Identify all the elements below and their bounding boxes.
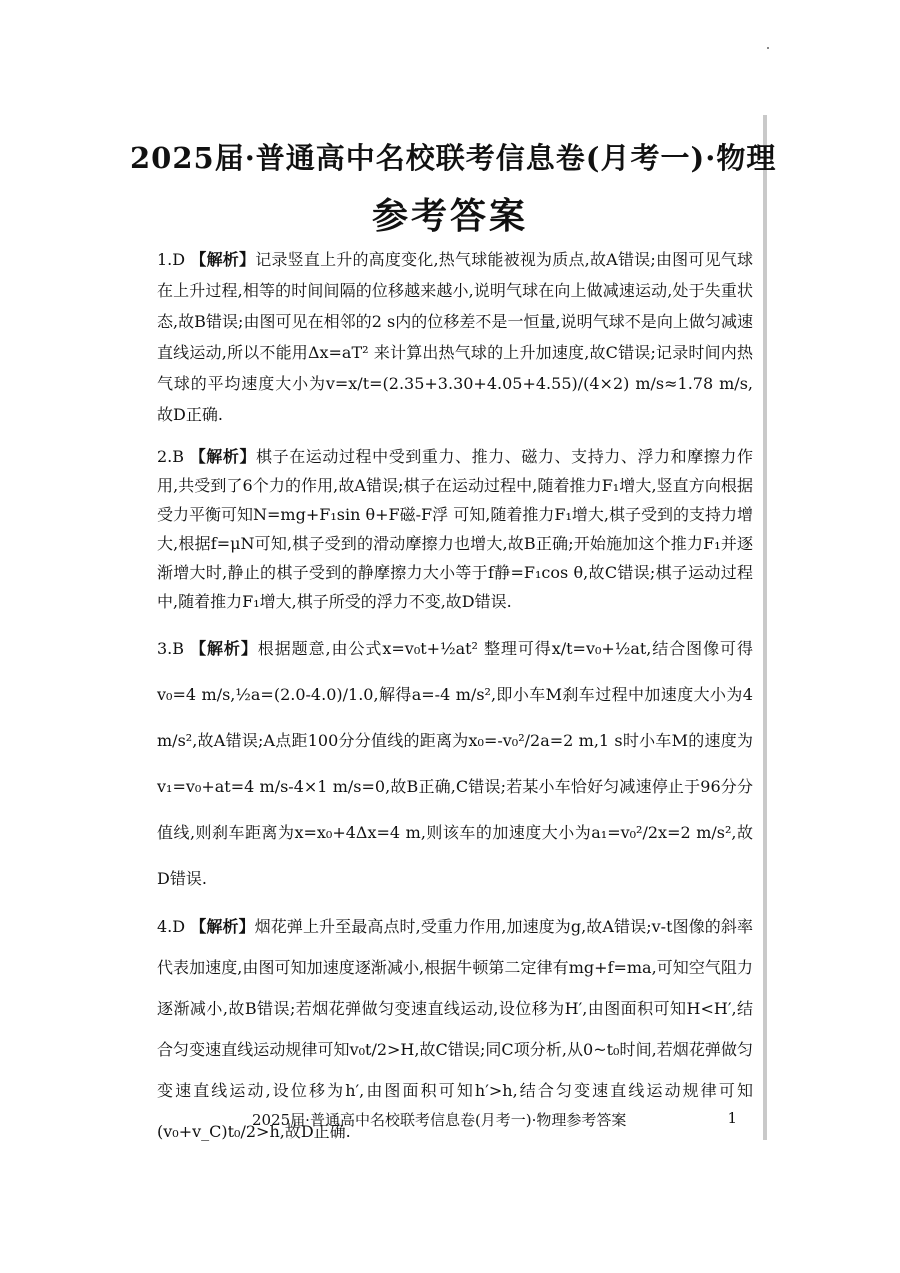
- document-title: 2025届·普通高中名校联考信息卷(月考一)·物理: [130, 141, 777, 175]
- answer-text: 烟花弹上升至最高点时,受重力作用,加速度为g,故A错误;v-t图像的斜率代表加速度,由图可知加速度逐渐减小,根据牛顿第二定律有mg+f=ma,可知空气阻力逐渐减小,故B错误;若烟花弹做匀变速直线运动,设位移为H′,由图面积可知H<H′,结合匀变速直线运动规律可知v₀t/2>H,故C错误;同C项分析,从0~t₀时间,若烟花弹做匀变速直线运动,设位移为h′,由图面积可知h′>h,结合匀变速直线运动规律可知(v₀+v_C)t₀/2>h,故D正确.: [157, 917, 753, 1141]
- analysis-tag: 【解析】: [190, 917, 255, 936]
- answer-number: 4.D: [157, 917, 186, 936]
- analysis-tag: 【解析】: [190, 250, 256, 269]
- answer-text: 记录竖直上升的高度变化,热气球能被视为质点,故A错误;由图可见气球在上升过程,相等的时间间隔的位移越来越小,说明气球在向上做减速运动,处于失重状态,故B错误;由图可见在相邻的2 s内的位移差不是一恒量,说明气球不是向上做匀减速直线运动,所以不能用Δx=aT² 来计算出热气球的上升加速度,故C错误;记录时间内热气球的平均速度大小为v=x/t=(2.35+3.30+4.05+4.55)/(4×2) m/s≈1.78 m/s,故D正确.: [157, 250, 753, 424]
- answer-number: 3.B: [157, 639, 185, 658]
- answer-item-1: [157, 244, 753, 430]
- answer-list: [157, 244, 753, 1152]
- answer-number: 1.D: [157, 250, 186, 269]
- footer-title: 2025届·普通高中名校联考信息卷(月考一)·物理参考答案: [252, 1111, 627, 1129]
- answer-text: 棋子在运动过程中受到重力、推力、磁力、支持力、浮力和摩擦力作用,共受到了6个力的作用,故A错误;棋子在运动过程中,随着推力F₁增大,竖直方向根据受力平衡可知N=mg+F₁sin θ+F磁-F浮 可知,随着推力F₁增大,棋子受到的支持力增大,根据f=μN可知,棋子受到的滑动摩擦力也增大,故B正确;开始施加这个推力F₁并逐渐增大时,静止的棋子受到的静摩擦力大小等于f静=F₁cos θ,故C错误;棋子运动过程中,随着推力F₁增大,棋子所受的浮力不变,故D错误.: [157, 447, 753, 611]
- analysis-tag: 【解析】: [190, 639, 258, 658]
- answer-item-2: [157, 442, 753, 616]
- document-subtitle: 参考答案: [371, 195, 528, 237]
- answer-number: 2.B: [157, 447, 185, 466]
- page-number: 1: [727, 1109, 737, 1127]
- scan-speck: [767, 47, 769, 49]
- page-edge-rule: [763, 115, 767, 1140]
- answer-item-3: [157, 626, 753, 902]
- analysis-tag: 【解析】: [189, 447, 257, 466]
- answer-text: 根据题意,由公式x=v₀t+½at² 整理可得x/t=v₀+½at,结合图像可得v₀=4 m/s,½a=(2.0-4.0)/1.0,解得a=-4 m/s²,即小车M刹车过程中加速度大小为4 m/s²,故A错误;A点距100分分值线的距离为x₀=-v₀²/2a=2 m,1 s时小车M的速度为v₁=v₀+at=4 m/s-4×1 m/s=0,故B正确,C错误;若某小车恰好匀减速停止于96分分值线,则刹车距离为x=x₀+4Δx=4 m,则该车的加速度大小为a₁=v₀²/2x=2 m/s²,故D错误.: [157, 639, 753, 888]
